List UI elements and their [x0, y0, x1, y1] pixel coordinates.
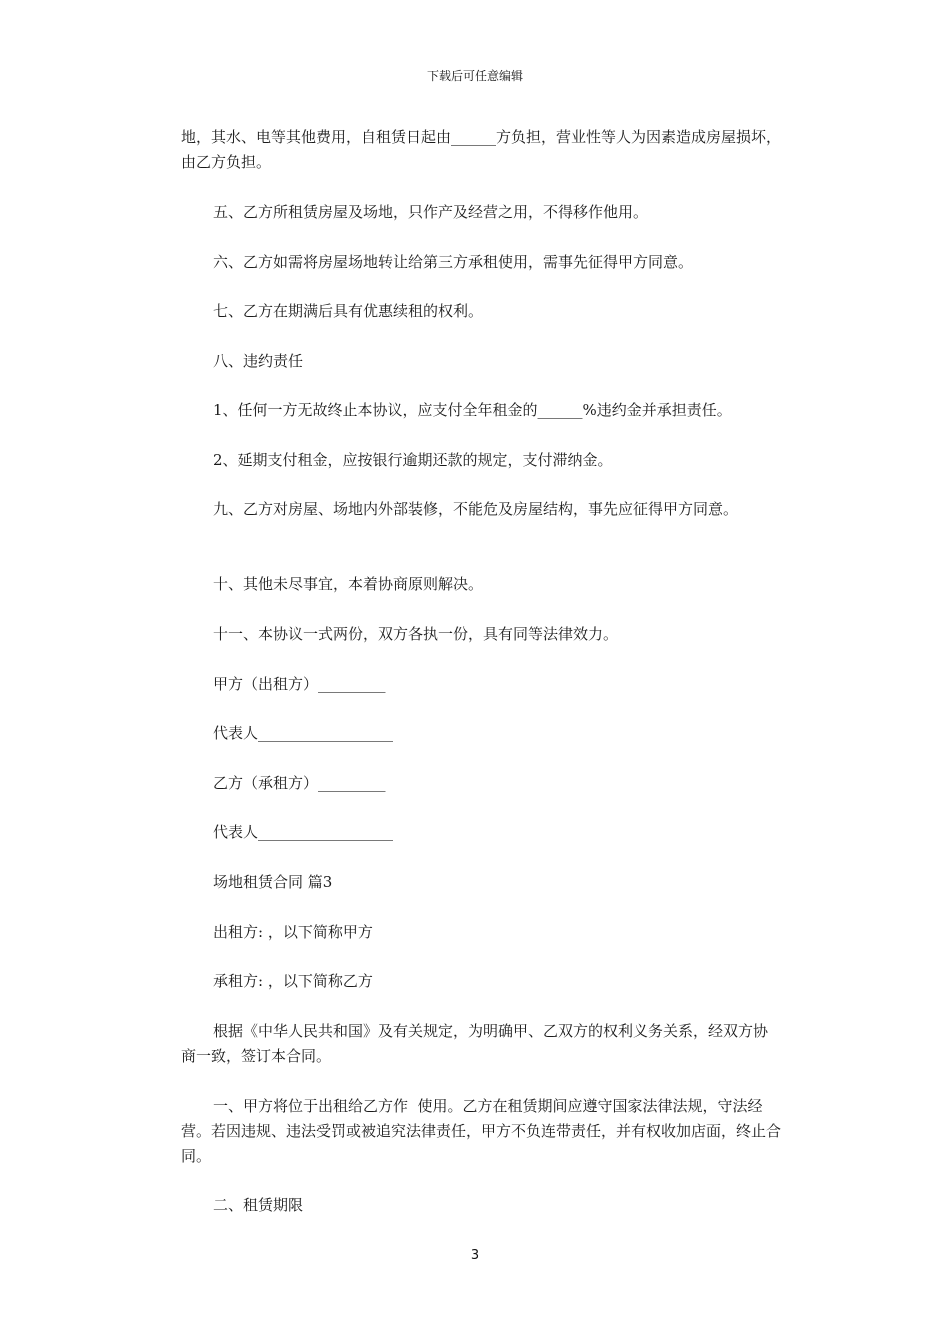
- preamble: 根据《中华人民共和国》及有关规定，为明确甲、乙双方的权利义务关系，经双方协商一致，签订本合同。: [181, 1022, 769, 1065]
- lessor-line: 出租方: ，以下简称甲方: [213, 923, 373, 941]
- lessee-line: 承租方: ，以下简称乙方: [213, 972, 373, 990]
- page-header: 下载后可任意编辑: [426, 69, 523, 83]
- clause-9: 九、乙方对房屋、场地内外部装修，不能危及房屋结构，事先应征得甲方同意。: [213, 500, 739, 518]
- signature-party-a: 甲方（出租方）_________: [213, 675, 386, 693]
- clause-8-item-1: 1、任何一方无故终止本协议，应支付全年租金的______%违约金并承担责任。: [213, 401, 732, 419]
- signature-representative-a: 代表人__________________: [213, 724, 394, 742]
- clause-8-item-2: 2、延期支付租金，应按银行逾期还款的规定，支付滞纳金。: [213, 451, 613, 469]
- clause-6: 六、乙方如需将房屋场地转让给第三方承租使用，需事先征得甲方同意。: [213, 253, 694, 271]
- article-1: 一、甲方将位于出租给乙方作 使用。乙方在租赁期间应遵守国家法律法规，守法经营。若因违规、违法受罚或被追究法律责任，甲方不负连带责任，并有权收加店面，终止合同。: [181, 1097, 782, 1165]
- clause-10: 十、其他未尽事宜，本着协商原则解决。: [213, 575, 484, 593]
- clause-8-heading: 八、违约责任: [213, 352, 304, 370]
- article-2-heading: 二、租赁期限: [213, 1196, 304, 1214]
- clause-7: 七、乙方在期满后具有优惠续租的权利。: [213, 302, 484, 320]
- signature-representative-b: 代表人__________________: [213, 823, 394, 841]
- signature-party-b: 乙方（承租方）_________: [213, 774, 386, 792]
- clause-5: 五、乙方所租赁房屋及场地，只作产及经营之用，不得移作他用。: [213, 203, 649, 221]
- section-title: 场地租赁合同 篇3: [213, 873, 333, 891]
- clause-11: 十一、本协议一式两份，双方各执一份，具有同等法律效力。: [213, 625, 619, 643]
- paragraph-fees: 地，其水、电等其他费用，自租赁日起由______方负担，营业性等人为因素造成房屋损坏，由乙方负担。: [181, 128, 782, 171]
- page-number: 3: [470, 1248, 480, 1263]
